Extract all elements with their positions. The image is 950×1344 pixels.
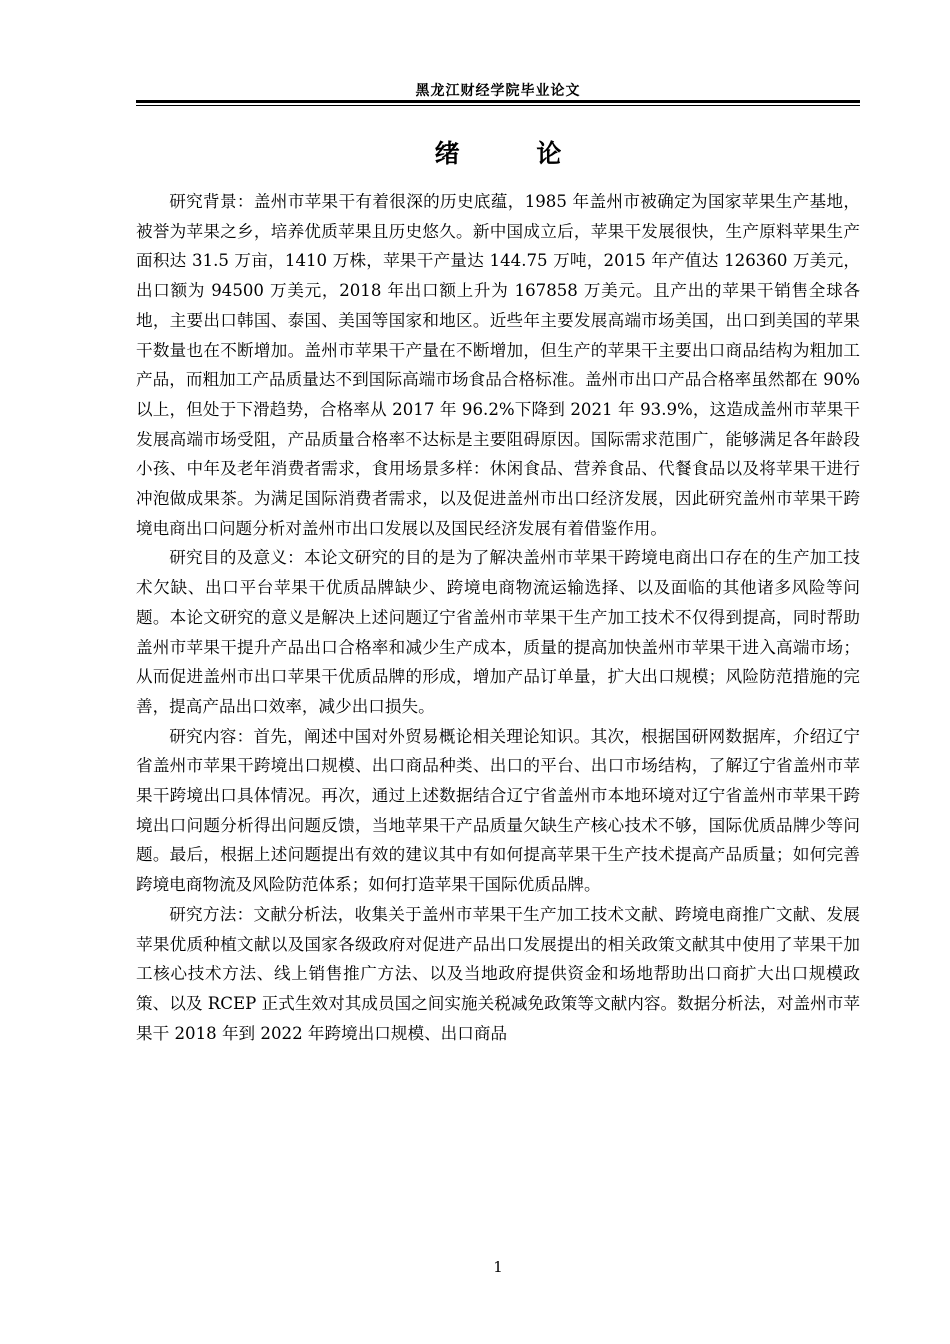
- running-header: 黑龙江财经学院毕业论文: [415, 83, 581, 99]
- paragraph-methods: 研究方法：文献分析法，收集关于盖州市苹果干生产加工技术文献、跨境电商推广文献、发展苹果优质种植文献以及国家各级政府对促进产品出口发展提出的相关政策文献其中使用了苹果干加工核心技术方法、线上销售推广方法、以及当地政府提供资金和场地帮助出口商扩大出口规模政策、以及 RCEP 正式生效对其成员国之间实施关税减免政策等文献内容。数据分析法，对盖州市苹果干 2018 年到 2022 年跨境出口规模、出口商品: [136, 904, 860, 1043]
- body-text: [136, 187, 860, 1048]
- header-rule-thick: [136, 100, 860, 103]
- paragraph-background: 研究背景：盖州市苹果干有着很深的历史底蕴，1985 年盖州市被确定为国家苹果生产基地，被誉为苹果之乡，培养优质苹果且历史悠久。新中国成立后，苹果干发展很快，生产原料苹果生产面积达 31.5 万亩，1410 万株，苹果干产量达 144.75 万吨，2015 年产值达 126360 万美元，出口额为 94500 万美元，2018 年出口额上升为 167858 万美元。且产出的苹果干销售全球各地，主要出口韩国、泰国、美国等国家和地区。近些年主要发展高端市场美国，出口到美国的苹果干数量也在不断增加。盖州市苹果干产量在不断增加，但生产的苹果干主要出口商品结构为粗加工产品，而粗加工产品质量达不到国际高端市场食品合格标准。盖州市出口产品合格率虽然都在 90%以上，但处于下滑趋势，合格率从 2017 年 96.2%下降到 2021 年 93.9%，这造成盖州市苹果干发展高端市场受阻，产品质量合格率不达标是主要阻碍原因。国际需求范围广，能够满足各年龄段小孩、中年及老年消费者需求，食用场景多样：休闲食品、营养食品、代餐食品以及将苹果干进行冲泡做成果茶。为满足国际消费者需求，以及促进盖州市出口经济发展，因此研究盖州市苹果干跨境电商出口问题分析对盖州市出口发展以及国民经济发展有着借鉴作用。: [136, 192, 860, 538]
- chapter-title: 绪 论: [434, 139, 596, 168]
- header-rule-thin: [136, 105, 860, 106]
- page-number: 1: [493, 1258, 503, 1276]
- paragraph-purpose: 研究目的及意义：本论文研究的目的是为了解决盖州市苹果干跨境电商出口存在的生产加工技术欠缺、出口平台苹果干优质品牌缺少、跨境电商物流运输选择、以及面临的其他诸多风险等问题。本论文研究的意义是解决上述问题辽宁省盖州市苹果干生产加工技术不仅得到提高，同时帮助盖州市苹果干提升产品出口合格率和减少生产成本，质量的提高加快盖州市苹果干进入高端市场；从而促进盖州市出口苹果干优质品牌的形成，增加产品订单量，扩大出口规模；风险防范措施的完善，提高产品出口效率，减少出口损失。: [136, 548, 860, 716]
- paragraph-content: 研究内容：首先，阐述中国对外贸易概论相关理论知识。其次，根据国研网数据库，介绍辽宁省盖州市苹果干跨境出口规模、出口商品种类、出口的平台、出口市场结构，了解辽宁省盖州市苹果干跨境出口具体情况。再次，通过上述数据结合辽宁省盖州市本地环境对辽宁省盖州市苹果干跨境出口问题分析得出问题反馈，当地苹果干产品质量欠缺生产核心技术不够，国际优质品牌少等问题。最后，根据上述问题提出有效的建议其中有如何提高苹果干生产技术提高产品质量；如何完善跨境电商物流及风险防范体系；如何打造苹果干国际优质品牌。: [136, 726, 860, 895]
